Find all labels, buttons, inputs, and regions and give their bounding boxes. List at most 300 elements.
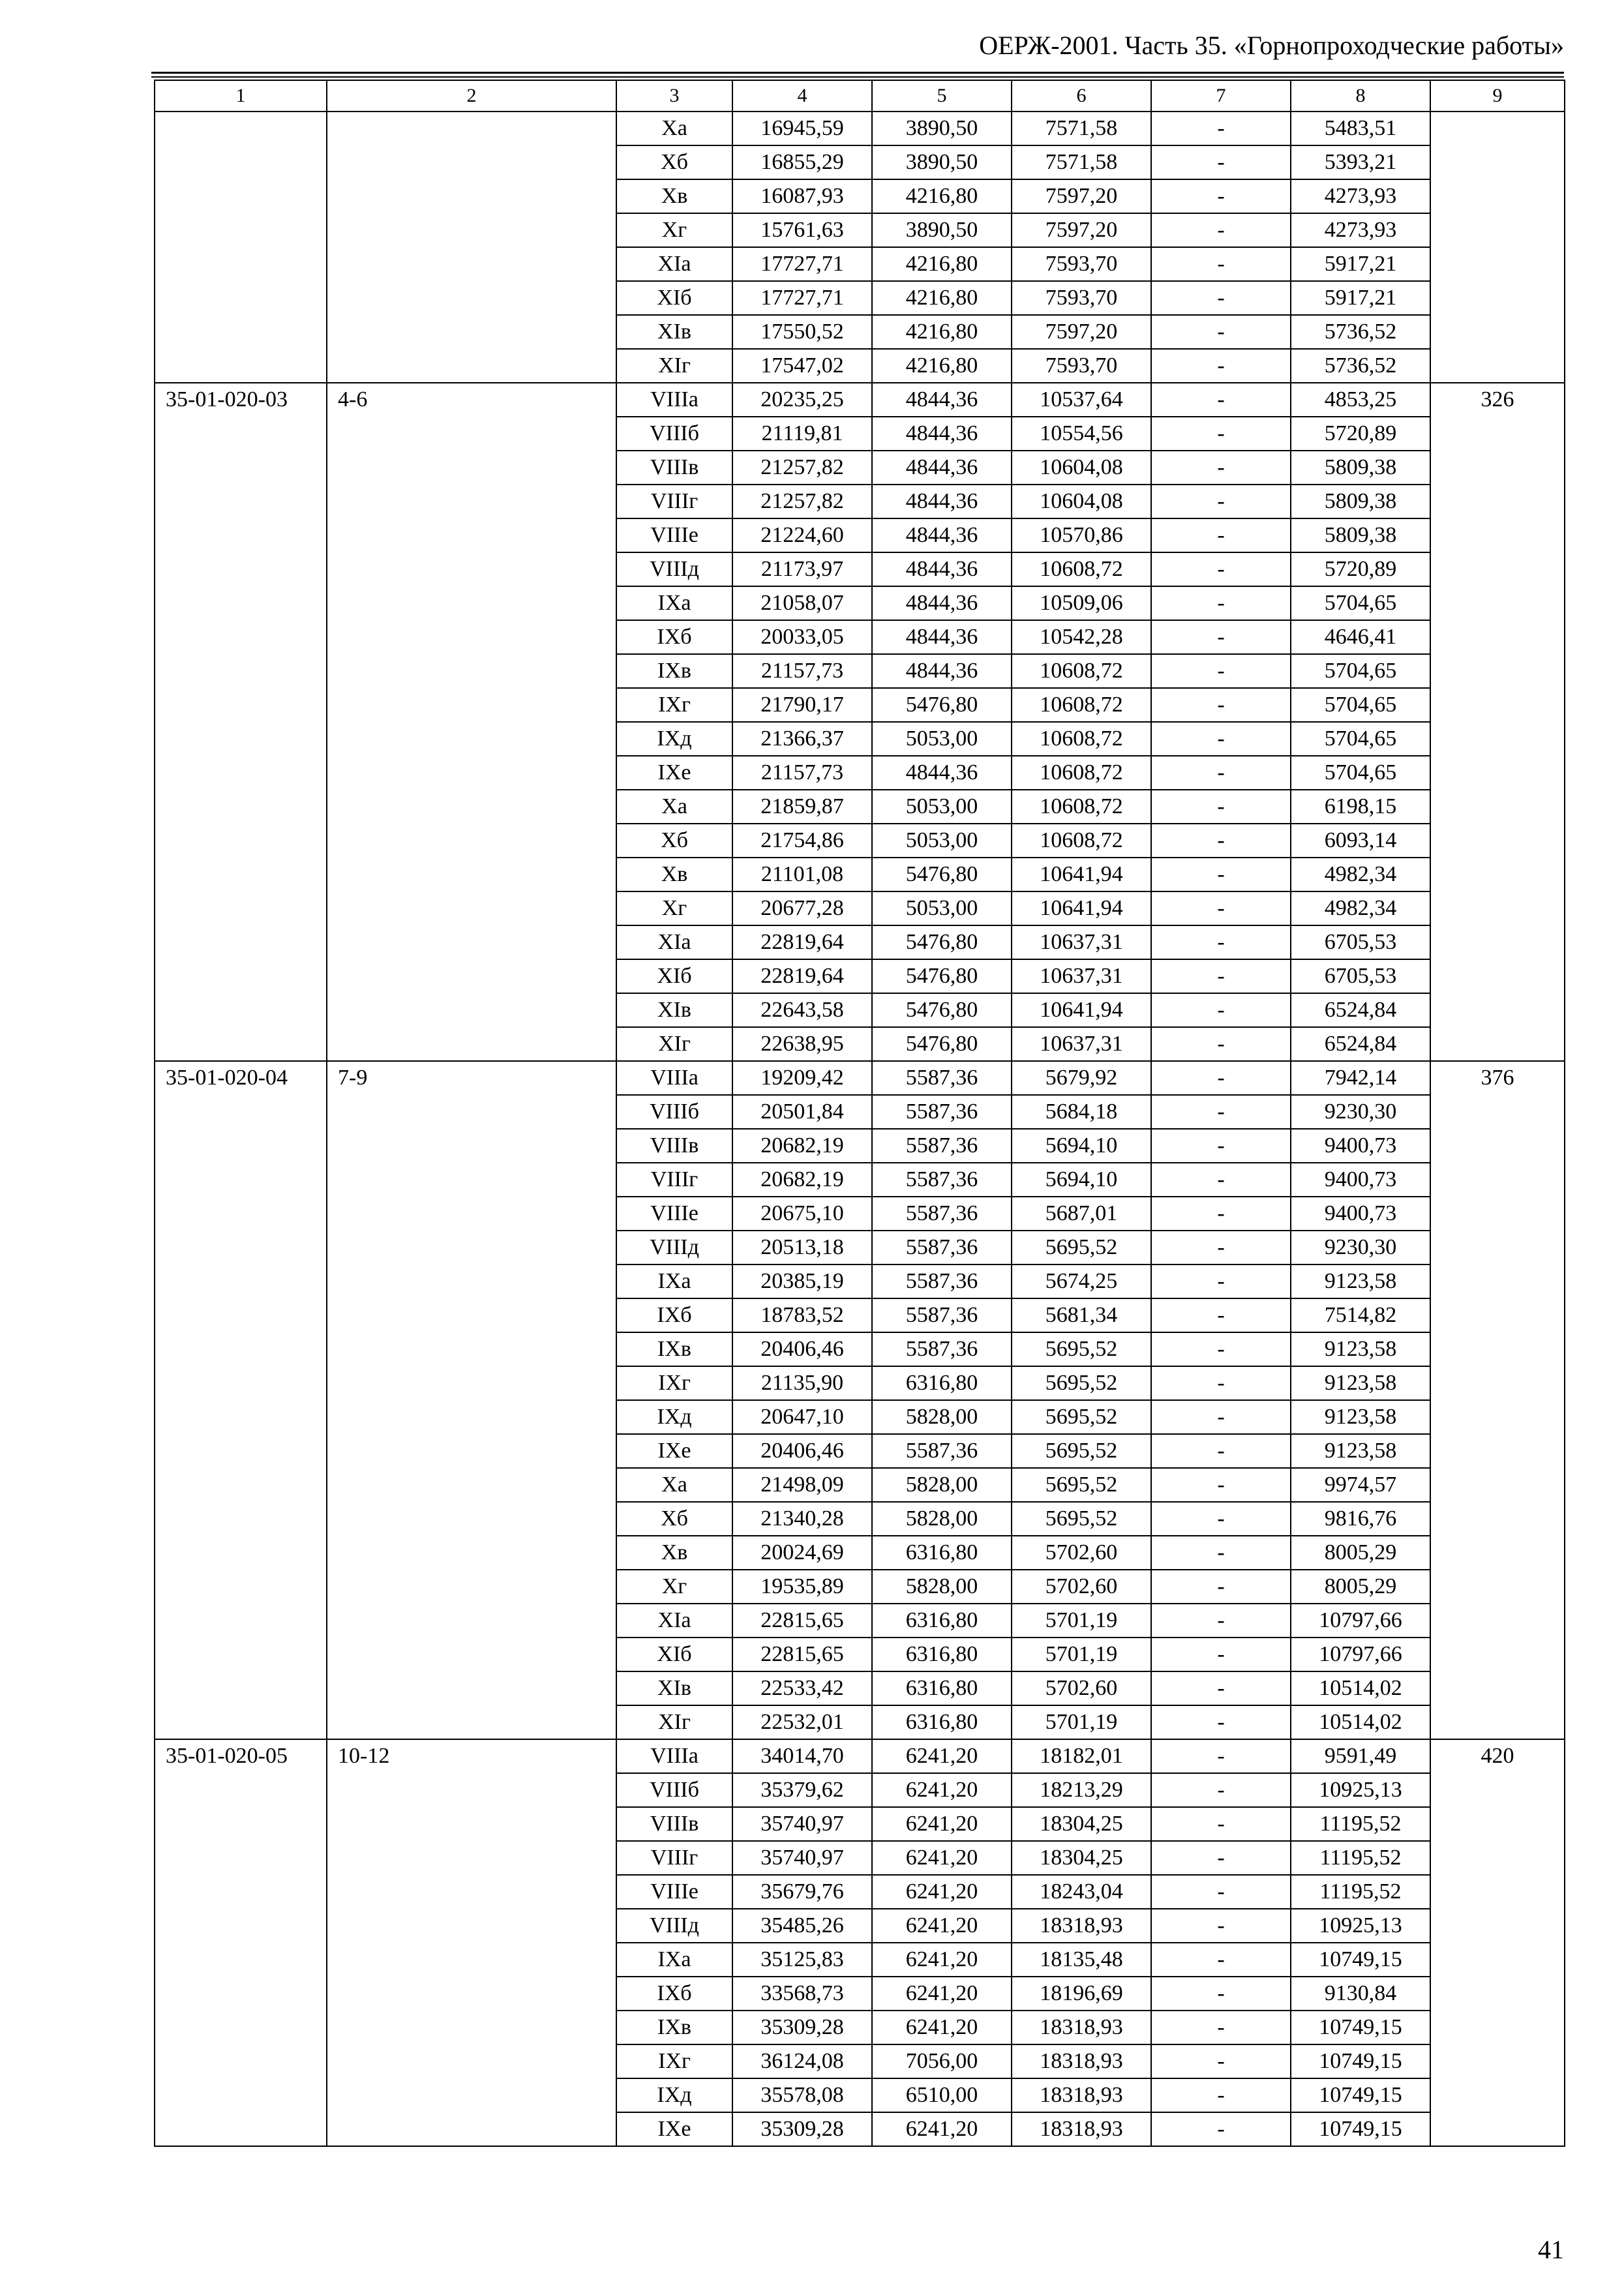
column-number: 5 (872, 80, 1012, 112)
cell-col5: 5587,36 (872, 1061, 1012, 1095)
cell-col6: 18318,93 (1012, 2112, 1151, 2146)
cell-col5: 5587,36 (872, 1264, 1012, 1298)
cell-col7: - (1151, 383, 1291, 417)
cell-col7: - (1151, 1536, 1291, 1570)
cell-col8: 9974,57 (1291, 1468, 1430, 1502)
cell-category: IXе (616, 2112, 732, 2146)
cell-col7: - (1151, 1197, 1291, 1231)
cell-col4: 33568,73 (732, 1977, 872, 2011)
cell-col5: 7056,00 (872, 2044, 1012, 2078)
cell-col5: 6241,20 (872, 1909, 1012, 1943)
table-row (155, 1739, 1565, 1773)
cell-col8: 5704,65 (1291, 586, 1430, 620)
rate-code-cell: 35-01-020-05 (155, 1739, 327, 2146)
cell-col6: 5695,52 (1012, 1400, 1151, 1434)
cell-col4: 21173,97 (732, 552, 872, 586)
rate-col9-cell: 376 (1430, 1061, 1565, 1739)
cell-col4: 21366,37 (732, 722, 872, 756)
cell-col4: 19535,89 (732, 1570, 872, 1604)
cell-col6: 5695,52 (1012, 1366, 1151, 1400)
cell-col8: 6524,84 (1291, 1027, 1430, 1061)
cell-col7: - (1151, 1095, 1291, 1129)
cell-category: IXа (616, 1943, 732, 1977)
cell-col4: 21101,08 (732, 858, 872, 891)
cell-col4: 21157,73 (732, 654, 872, 688)
cell-category: Xг (616, 1570, 732, 1604)
cell-col6: 7571,58 (1012, 112, 1151, 145)
cell-col6: 7597,20 (1012, 213, 1151, 247)
column-number: 1 (155, 80, 327, 112)
cell-col6: 10608,72 (1012, 688, 1151, 722)
cell-col6: 5695,52 (1012, 1332, 1151, 1366)
cell-category: XIа (616, 1604, 732, 1638)
cell-category: VIIIе (616, 1197, 732, 1231)
cell-category: IXб (616, 1977, 732, 2011)
cell-col5: 6316,80 (872, 1671, 1012, 1705)
rates-table (154, 80, 1565, 2147)
cell-col5: 4844,36 (872, 552, 1012, 586)
cell-col8: 5704,65 (1291, 722, 1430, 756)
cell-category: XIв (616, 1671, 732, 1705)
cell-col5: 5828,00 (872, 1468, 1012, 1502)
cell-col5: 6241,20 (872, 2011, 1012, 2044)
cell-col4: 35309,28 (732, 2112, 872, 2146)
cell-col4: 22532,01 (732, 1705, 872, 1739)
cell-col8: 5483,51 (1291, 112, 1430, 145)
cell-col5: 5828,00 (872, 1570, 1012, 1604)
cell-col6: 5694,10 (1012, 1129, 1151, 1163)
rate-col9-cell (1430, 112, 1565, 383)
cell-category: Xб (616, 1502, 732, 1536)
cell-col5: 6241,20 (872, 1773, 1012, 1807)
header-rule-secondary (151, 76, 1564, 78)
cell-col8: 5393,21 (1291, 145, 1430, 179)
cell-category: VIIIд (616, 1231, 732, 1264)
cell-col4: 20513,18 (732, 1231, 872, 1264)
cell-col8: 11195,52 (1291, 1807, 1430, 1841)
cell-category: Xб (616, 824, 732, 858)
cell-col6: 10554,56 (1012, 417, 1151, 451)
cell-col5: 5053,00 (872, 790, 1012, 824)
rate-col9-cell: 420 (1430, 1739, 1565, 2146)
cell-col5: 4844,36 (872, 383, 1012, 417)
cell-col5: 6241,20 (872, 1739, 1012, 1773)
header-rule (151, 72, 1564, 74)
cell-col6: 5702,60 (1012, 1536, 1151, 1570)
cell-category: IXд (616, 1400, 732, 1434)
cell-col8: 9400,73 (1291, 1197, 1430, 1231)
cell-col8: 5704,65 (1291, 654, 1430, 688)
cell-col6: 5694,10 (1012, 1163, 1151, 1197)
cell-category: VIIIд (616, 1909, 732, 1943)
cell-category: VIIIв (616, 1129, 732, 1163)
cell-col6: 10537,64 (1012, 383, 1151, 417)
cell-col7: - (1151, 959, 1291, 993)
cell-category: VIIIб (616, 1773, 732, 1807)
table-row (155, 383, 1565, 417)
cell-col7: - (1151, 1705, 1291, 1739)
cell-col6: 5695,52 (1012, 1502, 1151, 1536)
cell-col5: 4844,36 (872, 654, 1012, 688)
cell-col4: 20406,46 (732, 1332, 872, 1366)
cell-col7: - (1151, 891, 1291, 925)
cell-category: VIIIг (616, 485, 732, 518)
cell-col8: 8005,29 (1291, 1570, 1430, 1604)
cell-col6: 10641,94 (1012, 993, 1151, 1027)
cell-col8: 9816,76 (1291, 1502, 1430, 1536)
cell-col7: - (1151, 485, 1291, 518)
cell-col6: 10641,94 (1012, 891, 1151, 925)
cell-category: Xг (616, 891, 732, 925)
cell-col5: 4844,36 (872, 756, 1012, 790)
cell-col4: 35125,83 (732, 1943, 872, 1977)
cell-col5: 6241,20 (872, 1875, 1012, 1909)
cell-col5: 3890,50 (872, 112, 1012, 145)
cell-category: XIг (616, 1027, 732, 1061)
cell-col8: 5917,21 (1291, 247, 1430, 281)
cell-col4: 22815,65 (732, 1638, 872, 1671)
cell-col7: - (1151, 1773, 1291, 1807)
cell-col6: 10637,31 (1012, 1027, 1151, 1061)
cell-col7: - (1151, 1468, 1291, 1502)
cell-col5: 6241,20 (872, 1807, 1012, 1841)
cell-col8: 10749,15 (1291, 2112, 1430, 2146)
cell-col6: 7593,70 (1012, 281, 1151, 315)
cell-col7: - (1151, 858, 1291, 891)
cell-col4: 16087,93 (732, 179, 872, 213)
cell-col7: - (1151, 586, 1291, 620)
cell-col6: 5701,19 (1012, 1604, 1151, 1638)
cell-col5: 5828,00 (872, 1502, 1012, 1536)
column-number: 9 (1430, 80, 1565, 112)
cell-col6: 5695,52 (1012, 1231, 1151, 1264)
cell-col8: 10514,02 (1291, 1705, 1430, 1739)
cell-col8: 4273,93 (1291, 179, 1430, 213)
cell-col5: 4216,80 (872, 247, 1012, 281)
rate-range-cell: 4-6 (327, 383, 616, 1061)
cell-category: Xг (616, 213, 732, 247)
rate-code-cell: 35-01-020-04 (155, 1061, 327, 1739)
column-number: 4 (732, 80, 872, 112)
cell-col5: 6316,80 (872, 1536, 1012, 1570)
cell-col7: - (1151, 1909, 1291, 1943)
cell-col5: 5828,00 (872, 1400, 1012, 1434)
cell-category: IXа (616, 586, 732, 620)
cell-col6: 18304,25 (1012, 1807, 1151, 1841)
rate-range-cell (327, 112, 616, 383)
cell-col7: - (1151, 722, 1291, 756)
cell-col6: 18182,01 (1012, 1739, 1151, 1773)
cell-col7: - (1151, 925, 1291, 959)
cell-col7: - (1151, 1434, 1291, 1468)
cell-category: XIб (616, 959, 732, 993)
cell-col5: 5053,00 (872, 824, 1012, 858)
cell-col5: 5587,36 (872, 1163, 1012, 1197)
page-header-title: ОЕРЖ-2001. Часть 35. «Горнопроходческие работы» (979, 31, 1564, 60)
cell-col4: 20675,10 (732, 1197, 872, 1231)
cell-col8: 6705,53 (1291, 959, 1430, 993)
cell-col7: - (1151, 179, 1291, 213)
cell-category: VIIIв (616, 451, 732, 485)
cell-category: IXе (616, 756, 732, 790)
page-number: 41 (1538, 2235, 1564, 2264)
cell-col7: - (1151, 756, 1291, 790)
cell-col5: 6316,80 (872, 1638, 1012, 1671)
cell-category: Xв (616, 1536, 732, 1570)
cell-col5: 4216,80 (872, 179, 1012, 213)
cell-col5: 4216,80 (872, 349, 1012, 383)
cell-col6: 7593,70 (1012, 349, 1151, 383)
cell-col4: 20501,84 (732, 1095, 872, 1129)
cell-col6: 10608,72 (1012, 552, 1151, 586)
cell-category: IXе (616, 1434, 732, 1468)
cell-col4: 22533,42 (732, 1671, 872, 1705)
cell-col7: - (1151, 518, 1291, 552)
rate-code-cell (155, 112, 327, 383)
column-number: 2 (327, 80, 616, 112)
cell-col6: 10608,72 (1012, 722, 1151, 756)
cell-col5: 6241,20 (872, 1943, 1012, 1977)
cell-col8: 5720,89 (1291, 552, 1430, 586)
cell-col8: 10749,15 (1291, 1943, 1430, 1977)
cell-category: XIа (616, 925, 732, 959)
cell-col5: 4216,80 (872, 315, 1012, 349)
cell-col4: 35679,76 (732, 1875, 872, 1909)
cell-category: Xв (616, 858, 732, 891)
cell-col4: 20235,25 (732, 383, 872, 417)
cell-col4: 20682,19 (732, 1163, 872, 1197)
cell-col8: 5720,89 (1291, 417, 1430, 451)
cell-col8: 9130,84 (1291, 1977, 1430, 2011)
cell-col4: 22643,58 (732, 993, 872, 1027)
cell-col4: 17550,52 (732, 315, 872, 349)
cell-col6: 10637,31 (1012, 959, 1151, 993)
cell-col4: 22819,64 (732, 959, 872, 993)
cell-col6: 10604,08 (1012, 451, 1151, 485)
cell-col8: 5809,38 (1291, 518, 1430, 552)
cell-col6: 10641,94 (1012, 858, 1151, 891)
cell-col4: 35309,28 (732, 2011, 872, 2044)
cell-col7: - (1151, 1638, 1291, 1671)
cell-col4: 19209,42 (732, 1061, 872, 1095)
cell-col4: 35485,26 (732, 1909, 872, 1943)
cell-col5: 6241,20 (872, 1841, 1012, 1875)
cell-col5: 5587,36 (872, 1332, 1012, 1366)
cell-col8: 10925,13 (1291, 1909, 1430, 1943)
cell-col4: 21790,17 (732, 688, 872, 722)
column-number: 7 (1151, 80, 1291, 112)
cell-col8: 5736,52 (1291, 315, 1430, 349)
cell-col7: - (1151, 993, 1291, 1027)
cell-col7: - (1151, 1604, 1291, 1638)
cell-col7: - (1151, 349, 1291, 383)
cell-col8: 4982,34 (1291, 858, 1430, 891)
cell-col4: 16855,29 (732, 145, 872, 179)
rate-code-cell: 35-01-020-03 (155, 383, 327, 1061)
cell-col8: 9591,49 (1291, 1739, 1430, 1773)
cell-col5: 4844,36 (872, 417, 1012, 451)
cell-col8: 10925,13 (1291, 1773, 1430, 1807)
column-number-row (155, 80, 1565, 112)
cell-col7: - (1151, 1671, 1291, 1705)
cell-col4: 21498,09 (732, 1468, 872, 1502)
cell-col4: 20677,28 (732, 891, 872, 925)
cell-col5: 5587,36 (872, 1095, 1012, 1129)
cell-col6: 5702,60 (1012, 1671, 1151, 1705)
cell-category: VIIIе (616, 518, 732, 552)
cell-col6: 10570,86 (1012, 518, 1151, 552)
cell-col7: - (1151, 1502, 1291, 1536)
cell-category: IXв (616, 1332, 732, 1366)
cell-col8: 7942,14 (1291, 1061, 1430, 1095)
cell-col7: - (1151, 1231, 1291, 1264)
cell-col5: 5476,80 (872, 925, 1012, 959)
column-number: 3 (616, 80, 732, 112)
cell-col7: - (1151, 112, 1291, 145)
cell-col4: 21135,90 (732, 1366, 872, 1400)
cell-col5: 5053,00 (872, 722, 1012, 756)
cell-col6: 18304,25 (1012, 1841, 1151, 1875)
rate-range-cell: 7-9 (327, 1061, 616, 1739)
cell-col4: 17547,02 (732, 349, 872, 383)
cell-col5: 4844,36 (872, 451, 1012, 485)
cell-col4: 21224,60 (732, 518, 872, 552)
cell-col6: 5684,18 (1012, 1095, 1151, 1129)
cell-col8: 9123,58 (1291, 1264, 1430, 1298)
rate-range-cell: 10-12 (327, 1739, 616, 2146)
cell-col5: 4844,36 (872, 620, 1012, 654)
cell-col7: - (1151, 145, 1291, 179)
cell-col6: 10608,72 (1012, 790, 1151, 824)
cell-category: XIг (616, 349, 732, 383)
cell-col6: 10608,72 (1012, 654, 1151, 688)
cell-col7: - (1151, 790, 1291, 824)
cell-category: Xа (616, 790, 732, 824)
cell-col7: - (1151, 552, 1291, 586)
cell-col8: 6705,53 (1291, 925, 1430, 959)
cell-col5: 3890,50 (872, 145, 1012, 179)
cell-category: Xв (616, 179, 732, 213)
cell-col8: 9400,73 (1291, 1163, 1430, 1197)
column-number: 6 (1012, 80, 1151, 112)
cell-category: Xа (616, 1468, 732, 1502)
cell-col7: - (1151, 654, 1291, 688)
cell-col8: 9230,30 (1291, 1095, 1430, 1129)
cell-col8: 9123,58 (1291, 1434, 1430, 1468)
cell-col6: 7571,58 (1012, 145, 1151, 179)
cell-col6: 10637,31 (1012, 925, 1151, 959)
cell-col6: 18318,93 (1012, 2078, 1151, 2112)
cell-col4: 35578,08 (732, 2078, 872, 2112)
cell-category: XIб (616, 281, 732, 315)
cell-col5: 5476,80 (872, 688, 1012, 722)
cell-col5: 5587,36 (872, 1129, 1012, 1163)
cell-col6: 10604,08 (1012, 485, 1151, 518)
cell-col4: 21257,82 (732, 485, 872, 518)
cell-col8: 11195,52 (1291, 1841, 1430, 1875)
cell-col5: 5587,36 (872, 1231, 1012, 1264)
cell-col6: 10509,06 (1012, 586, 1151, 620)
table-row (155, 112, 1565, 145)
cell-col5: 6316,80 (872, 1366, 1012, 1400)
column-number: 8 (1291, 80, 1430, 112)
cell-category: IXг (616, 688, 732, 722)
cell-col8: 9400,73 (1291, 1129, 1430, 1163)
cell-col6: 18318,93 (1012, 1909, 1151, 1943)
cell-col7: - (1151, 2011, 1291, 2044)
cell-col4: 20406,46 (732, 1434, 872, 1468)
cell-category: IXв (616, 2011, 732, 2044)
cell-col8: 10514,02 (1291, 1671, 1430, 1705)
cell-col5: 5053,00 (872, 891, 1012, 925)
cell-col5: 5587,36 (872, 1197, 1012, 1231)
cell-col4: 21859,87 (732, 790, 872, 824)
cell-col4: 20385,19 (732, 1264, 872, 1298)
cell-category: Xа (616, 112, 732, 145)
cell-col8: 9123,58 (1291, 1400, 1430, 1434)
cell-col7: - (1151, 1841, 1291, 1875)
cell-col8: 5917,21 (1291, 281, 1430, 315)
cell-col7: - (1151, 1807, 1291, 1841)
cell-col4: 15761,63 (732, 213, 872, 247)
cell-category: VIIIа (616, 1061, 732, 1095)
cell-col4: 35379,62 (732, 1773, 872, 1807)
cell-col6: 7597,20 (1012, 179, 1151, 213)
cell-col8: 10797,66 (1291, 1604, 1430, 1638)
cell-col5: 4844,36 (872, 518, 1012, 552)
cell-col8: 5704,65 (1291, 756, 1430, 790)
cell-col7: - (1151, 1977, 1291, 2011)
cell-col5: 6510,00 (872, 2078, 1012, 2112)
cell-col8: 5736,52 (1291, 349, 1430, 383)
cell-col6: 5687,01 (1012, 1197, 1151, 1231)
cell-category: XIб (616, 1638, 732, 1671)
cell-category: IXд (616, 2078, 732, 2112)
cell-col6: 5695,52 (1012, 1468, 1151, 1502)
cell-category: XIг (616, 1705, 732, 1739)
cell-col8: 5809,38 (1291, 485, 1430, 518)
cell-col4: 22819,64 (732, 925, 872, 959)
cell-col7: - (1151, 1875, 1291, 1909)
cell-col7: - (1151, 1400, 1291, 1434)
cell-category: VIIIа (616, 1739, 732, 1773)
cell-col8: 6524,84 (1291, 993, 1430, 1027)
cell-col7: - (1151, 1027, 1291, 1061)
cell-col7: - (1151, 1366, 1291, 1400)
cell-col6: 10608,72 (1012, 824, 1151, 858)
cell-col4: 18783,52 (732, 1298, 872, 1332)
cell-col8: 4853,25 (1291, 383, 1430, 417)
cell-col8: 4273,93 (1291, 213, 1430, 247)
cell-category: VIIIг (616, 1163, 732, 1197)
cell-col7: - (1151, 1943, 1291, 1977)
cell-col7: - (1151, 2078, 1291, 2112)
cell-col8: 8005,29 (1291, 1536, 1430, 1570)
cell-category: VIIIг (616, 1841, 732, 1875)
cell-col7: - (1151, 1570, 1291, 1604)
cell-category: VIIIа (616, 383, 732, 417)
cell-col7: - (1151, 1061, 1291, 1095)
cell-col7: - (1151, 620, 1291, 654)
cell-col5: 5476,80 (872, 1027, 1012, 1061)
table-body (155, 80, 1565, 2146)
cell-col4: 20024,69 (732, 1536, 872, 1570)
cell-category: VIIIб (616, 417, 732, 451)
cell-col5: 4844,36 (872, 485, 1012, 518)
cell-col6: 5695,52 (1012, 1434, 1151, 1468)
cell-col6: 5674,25 (1012, 1264, 1151, 1298)
cell-col5: 4216,80 (872, 281, 1012, 315)
